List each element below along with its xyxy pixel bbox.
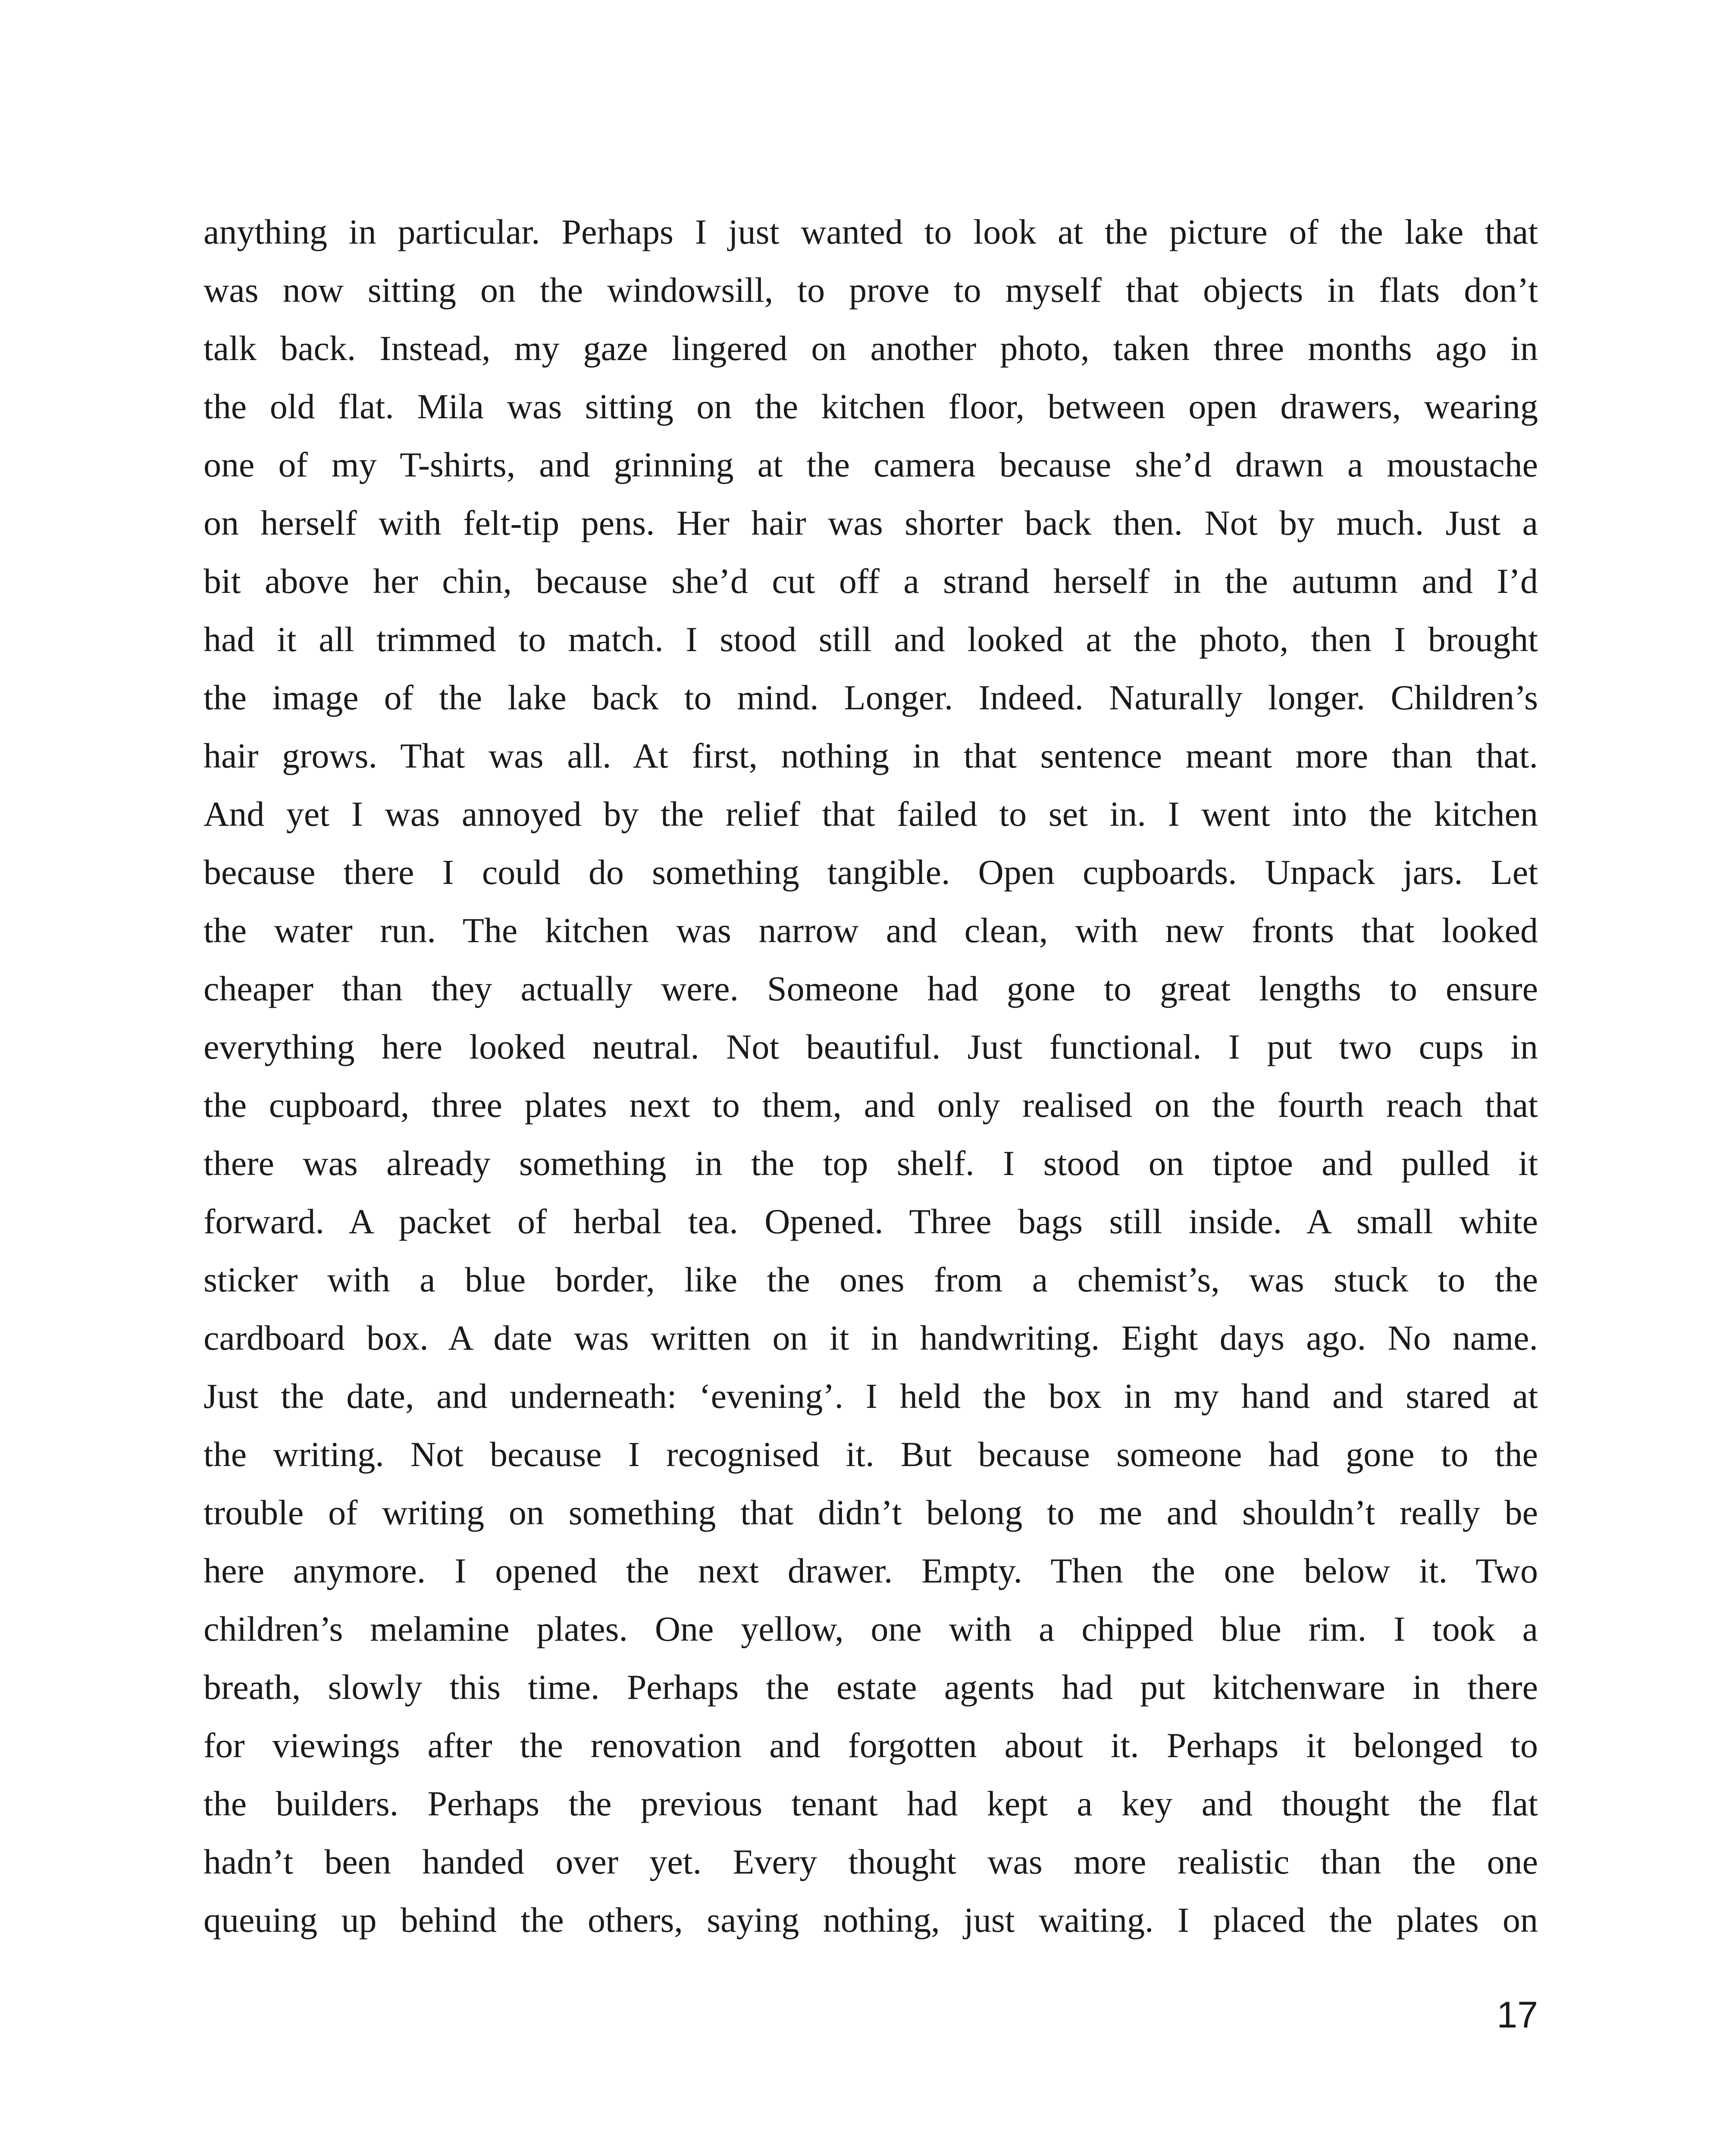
- text-line: for viewings after the renovation and forgotten about it. Perhaps it belonged to: [204, 1726, 1538, 1765]
- text-line: Just the date, and underneath: ‘evening’. I held the box in my hand and stared at: [204, 1376, 1538, 1416]
- text-line: because there I could do something tangible. Open cupboards. Unpack jars. Let: [204, 852, 1538, 892]
- text-line: hair grows. That was all. At first, nothing in that sentence meant more than that.: [204, 736, 1538, 775]
- text-line: bit above her chin, because she’d cut off a strand herself in the autumn and I’d: [204, 561, 1538, 601]
- text-line: queuing up behind the others, saying nothing, just waiting. I placed the plates on: [204, 1900, 1538, 1940]
- body-text: [204, 203, 1538, 1949]
- text-line: sticker with a blue border, like the ones from a chemist’s, was stuck to the: [204, 1260, 1538, 1299]
- text-line: the old flat. Mila was sitting on the kitchen floor, between open drawers, wearing: [204, 387, 1538, 426]
- text-line: had it all trimmed to match. I stood still and looked at the photo, then I brought: [204, 620, 1538, 659]
- page-number: 17: [1497, 1994, 1538, 2036]
- text-line: the builders. Perhaps the previous tenant had kept a key and thought the flat: [204, 1784, 1538, 1823]
- text-line: forward. A packet of herbal tea. Opened. Three bags still inside. A small white: [204, 1202, 1538, 1241]
- text-line: the water run. The kitchen was narrow and clean, with new fronts that looked: [204, 911, 1538, 950]
- text-line: everything here looked neutral. Not beautiful. Just functional. I put two cups in: [204, 1027, 1538, 1066]
- text-line: one of my T-shirts, and grinning at the camera because she’d drawn a moustache: [204, 445, 1538, 484]
- text-line: the image of the lake back to mind. Longer. Indeed. Naturally longer. Children’s: [204, 678, 1538, 717]
- text-line: children’s melamine plates. One yellow, one with a chipped blue rim. I took a: [204, 1609, 1538, 1648]
- text-line: the cupboard, three plates next to them, and only realised on the fourth reach that: [204, 1085, 1538, 1125]
- text-line: anything in particular. Perhaps I just wanted to look at the picture of the lake that: [204, 212, 1538, 251]
- text-line: breath, slowly this time. Perhaps the estate agents had put kitchenware in there: [204, 1667, 1538, 1707]
- text-line: on herself with felt-tip pens. Her hair was shorter back then. Not by much. Just a: [204, 503, 1538, 542]
- text-line: cheaper than they actually were. Someone had gone to great lengths to ensure: [204, 969, 1538, 1008]
- text-line: was now sitting on the windowsill, to prove to myself that objects in flats don’t: [204, 270, 1538, 310]
- text-line: there was already something in the top shelf. I stood on tiptoe and pulled it: [204, 1144, 1538, 1183]
- text-line: here anymore. I opened the next drawer. Empty. Then the one below it. Two: [204, 1551, 1538, 1590]
- text-line: trouble of writing on something that didn’t belong to me and shouldn’t really be: [204, 1493, 1538, 1532]
- text-line: hadn’t been handed over yet. Every thought was more realistic than the one: [204, 1842, 1538, 1881]
- text-line: the writing. Not because I recognised it. But because someone had gone to the: [204, 1435, 1538, 1474]
- text-line: And yet I was annoyed by the relief that failed to set in. I went into the kitchen: [204, 794, 1538, 834]
- text-line: cardboard box. A date was written on it in handwriting. Eight days ago. No name.: [204, 1318, 1538, 1357]
- text-line: talk back. Instead, my gaze lingered on another photo, taken three months ago in: [204, 329, 1538, 368]
